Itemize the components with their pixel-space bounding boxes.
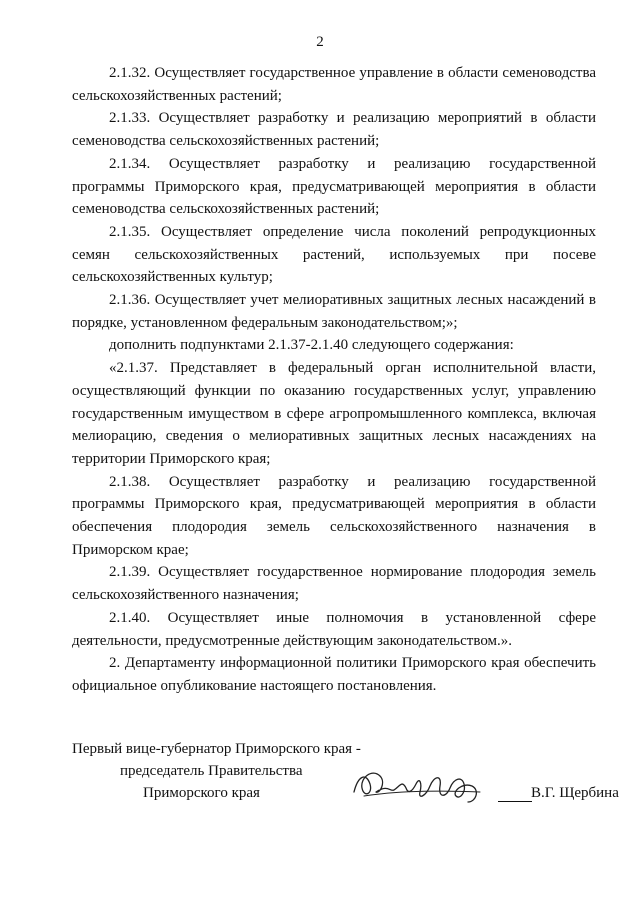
paragraph-2-1-40: 2.1.40. Осуществляет иные полномочия в установленной сфере деятельности, предусмотренные действующим законодательством.». <box>72 609 596 649</box>
signatory-position-line2: председатель Правительства <box>120 763 303 779</box>
paragraph-2-1-34: 2.1.34. Осуществляет разработку и реализацию государственной программы Приморского края, предусматривающей мероприятия в области семеноводства сельскохозяйственных растений; <box>72 155 596 218</box>
paragraph-2-1-38: 2.1.38. Осуществляет разработку и реализацию государственной программы Приморского края, предусматривающей мероприятия в области обеспечения плодородия земель сельскохозяйственного назначения в Приморском крае; <box>72 473 596 558</box>
paragraph-2-1-35: 2.1.35. Осуществляет определение числа поколений репродукционных семян сельскохозяйственных растений, используемых при посеве сельскохозяйственных культур; <box>72 223 596 286</box>
signatory-name: В.Г. Щербина <box>531 785 619 801</box>
document-body <box>72 62 596 698</box>
paragraph-item-2: 2. Департаменту информационной политики Приморского края обеспечить официальное опубликование настоящего постановления. <box>72 655 596 694</box>
handwritten-signature <box>350 762 498 806</box>
page-number: 2 <box>316 34 324 50</box>
paragraph-amendment-intro: дополнить подпунктами 2.1.37-2.1.40 следующего содержания: <box>109 337 514 354</box>
paragraph-2-1-39: 2.1.39. Осуществляет государственное нормирование плодородия земель сельскохозяйственного назначения; <box>72 564 596 604</box>
paragraph-2-1-36: 2.1.36. Осуществляет учет мелиоративных защитных лесных насаждений в порядке, установленном федеральным законодательством;»; <box>72 292 596 331</box>
paragraph-2-1-33: 2.1.33. Осуществляет разработку и реализацию мероприятий в области семеноводства сельскохозяйственных растений; <box>72 110 596 150</box>
paragraph-2-1-37: «2.1.37. Представляет в федеральный орган исполнительной власти, осуществляющий функции по оказанию государственных услуг, управлению государственным имуществом в сфере агропромышленного комплекса, включая мелиорацию, сведения о мелиоративных защитных лесных насаждениях на территории Приморского края; <box>72 360 596 467</box>
signature-underline <box>498 801 532 802</box>
signatory-position-line1: Первый вице-губернатор Приморского края - <box>72 741 361 757</box>
signatory-position-line3: Приморского края <box>143 785 260 801</box>
signature-block <box>72 738 619 828</box>
paragraph-2-1-32: 2.1.32. Осуществляет государственное управление в области семеноводства сельскохозяйственных растений; <box>72 65 596 104</box>
